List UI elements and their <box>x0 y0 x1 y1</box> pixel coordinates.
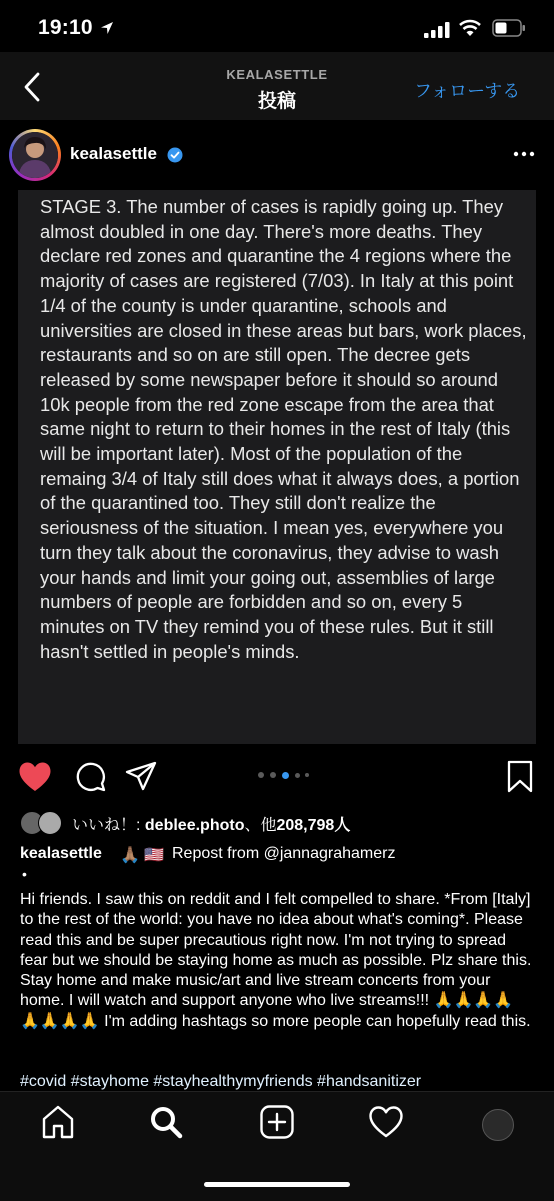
carousel-dot <box>258 772 264 778</box>
header-username: KEALASETTLE <box>226 67 328 82</box>
likes-count[interactable]: 208,798人 <box>276 817 351 834</box>
likes-summary[interactable] <box>72 812 350 835</box>
comment-button[interactable] <box>75 761 106 792</box>
follow-button[interactable]: フォローする <box>414 81 521 101</box>
carousel-dot <box>305 773 309 777</box>
share-button[interactable] <box>125 761 157 791</box>
caption-body: Hi friends. I saw this on reddit and I felt compelled to share. *From [Italy] to the rest of the world: you have no idea about what's coming*. Please read this and be super precautious right now. I'm not trying to spread fear but we should be staying home as much as possible. Plz share this. Stay home and make music/art and live stream concerts from your home. I will watch and support anyone who live streams!!! 🙏🙏🙏🙏 🙏🙏🙏🙏 I'm adding hashtags so more people can hopefully read this. <box>20 891 532 1030</box>
caption-bullet: • <box>22 866 27 882</box>
caption-repost: Repost from @jannagrahamerz <box>172 845 396 862</box>
activity-heart-icon[interactable] <box>368 1104 404 1140</box>
carousel-dot <box>270 772 276 778</box>
location-arrow-icon <box>99 20 115 36</box>
wifi-icon <box>458 19 482 37</box>
save-button[interactable] <box>506 760 534 794</box>
more-options-button[interactable] <box>512 144 536 164</box>
liker-avatar[interactable] <box>38 811 62 835</box>
search-icon[interactable] <box>148 1104 184 1140</box>
battery-icon <box>492 19 526 37</box>
carousel-dot <box>295 773 300 778</box>
like-button[interactable] <box>18 761 52 793</box>
verified-badge-icon <box>167 147 183 163</box>
home-indicator[interactable] <box>204 1182 350 1187</box>
page-title: 投稿 <box>257 91 296 112</box>
likes-user[interactable]: deblee.photo <box>144 817 245 834</box>
post-image-text: STAGE 3. The number of cases is rapidly going up. They almost doubled in one day. There's more deaths. They declare red zones and quarantine the 4 regions where the majority of cases are registered (7/03). In Italy at this point 1/4 of the county is under quarantine, schools and universities are closed in these areas but bars, work places, restaurants and so on are still open. The decree gets released by some newspaper before it should so around 10k people from the red zone escape from the area that same night to return to their homes in the rest of Italy (this will be important later). Most of the population of the remaing 3/4 of Italy still does what it always does, a portion of the quarantined too. They still don't realize the seriousness of the situation. I mean yes, everywhere you turn they talk about the coronavirus, they advise to wash your hands and limit your going out, assemblies of large numbers of people are forbidden and so on, every 5 minutes on TV they remind you of these rules. But it still hasn't settled in people's minds. <box>40 196 527 662</box>
caption-emoji: 🙏🏽 🇺🇸 <box>120 847 165 864</box>
carousel-dot-active <box>282 772 289 779</box>
status-time: 19:10 <box>38 16 93 39</box>
profile-tab-avatar[interactable] <box>482 1109 514 1141</box>
likes-prefix: いいね！: <box>72 817 145 834</box>
avatar[interactable] <box>12 132 58 178</box>
post-image[interactable] <box>18 190 536 744</box>
caption-hashtags[interactable]: #covid #stayhome #stayhealthymyfriends #handsanitizer <box>20 1073 422 1090</box>
cellular-signal-icon <box>424 22 450 38</box>
add-post-icon[interactable] <box>259 1104 295 1140</box>
likes-suffix: 、他 <box>244 817 277 834</box>
home-icon[interactable] <box>40 1104 76 1140</box>
caption-username[interactable]: kealasettle <box>20 845 102 862</box>
post-username[interactable]: kealasettle <box>70 144 157 163</box>
